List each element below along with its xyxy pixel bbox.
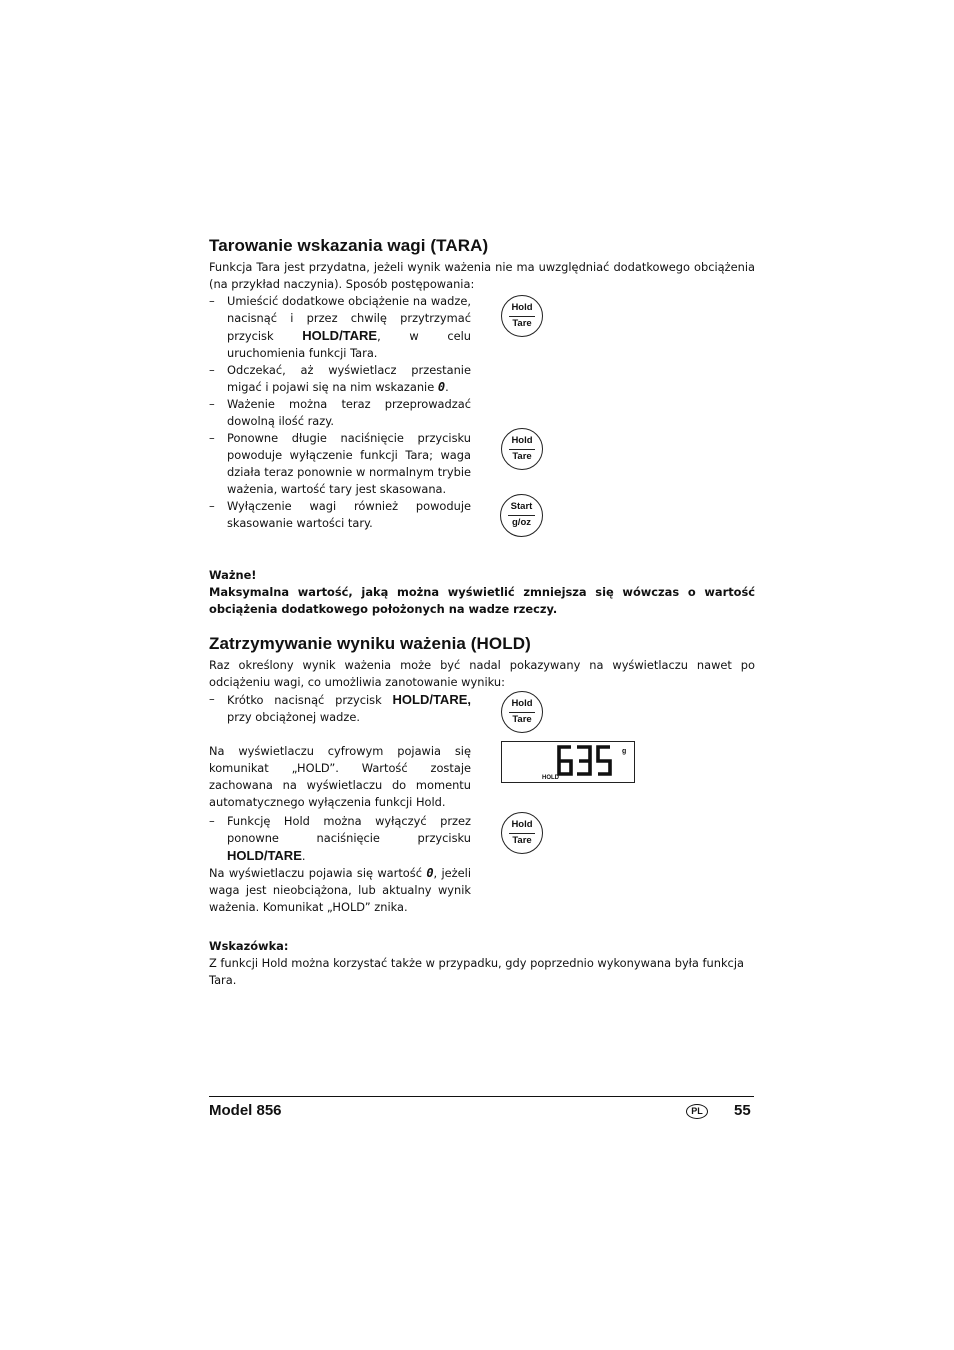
tip-label: Wskazówka:: [209, 939, 289, 953]
tara-step-2: – Odczekać, aż wyświetlacz przestanie migać i pojawi się na nim wskazanie 0.: [209, 362, 471, 396]
section-title-tara: Tarowanie wskazania wagi (TARA): [209, 236, 489, 255]
section-title-hold: Zatrzymywanie wyniku ważenia (HOLD): [209, 634, 531, 653]
tara-step-4: – Ponowne długie naciśnięcie przycisku powoduje wyłączenie funkcji Tara; waga działa teraz ponownie w normalnym trybie ważenia, wartość tary jest skasowana.: [209, 430, 471, 498]
hold-step-2: – Funkcję Hold można wyłączyć przez ponowne naciśnięcie przycisku HOLD/TARE.: [209, 813, 471, 865]
tara-step-1: – Umieścić dodatkowe obciążenie na wadze, nacisnąć i przez chwilę przytrzymać przycisk HOLD/TARE, w celu uruchomienia funkcji Tara.: [209, 293, 471, 362]
tara-step-3: – Ważenie można teraz przeprowadzać dowolną ilość razy.: [209, 396, 471, 430]
hold-intro: Raz określony wynik ważenia może być nadal pokazywany na wyświetlaczu nawet po odciążeniu wagi, co umożliwia zanotowanie wyniku:: [209, 658, 755, 689]
hold-tare-button-icon: Hold Tare: [501, 295, 543, 337]
hold-steps-block: [209, 691, 755, 916]
hold-tare-button-icon: Hold Tare: [501, 428, 543, 470]
footer-model: Model 856: [209, 1102, 282, 1119]
hold-steps-list: [209, 691, 471, 726]
tara-steps-block: [209, 293, 755, 532]
tara-steps-list: [209, 293, 471, 532]
language-badge: PL: [686, 1104, 708, 1119]
footer-divider: [209, 1096, 754, 1097]
page-number: 55: [734, 1102, 751, 1119]
hold-step-1: – Krótko nacisnąć przycisk HOLD/TARE, przy obciążonej wadze.: [209, 691, 471, 726]
hold-tare-key-label: HOLD/TARE,: [392, 692, 471, 707]
manual-page: [209, 236, 755, 989]
important-text: Maksymalna wartość, jaką można wyświetlić zmniejsza się wówczas o wartość obciążenia dodatkowego położonych na wadze rzeczy.: [209, 585, 755, 616]
lcd-digits: [554, 744, 620, 778]
important-label: Ważne!: [209, 568, 257, 582]
tip-text: Z funkcji Hold można korzystać także w przypadku, gdy poprzednio wykonywana była funkcja Tara.: [209, 956, 744, 987]
hold-tare-key-label: HOLD/TARE: [302, 328, 378, 343]
hold-tare-key-label: HOLD/TARE: [227, 848, 302, 863]
zero-display-glyph: 0: [437, 380, 446, 394]
lcd-display-icon: [501, 741, 635, 783]
lcd-unit: g: [622, 748, 627, 755]
tara-step-5: – Wyłączenie wagi również powoduje skasowanie wartości tary.: [209, 498, 471, 532]
hold-tare-button-icon: Hold Tare: [501, 691, 543, 733]
start-goz-button-icon: Start g/oz: [500, 494, 543, 537]
zero-display-glyph: 0: [426, 866, 434, 880]
lcd-hold-indicator: HOLD: [542, 775, 559, 781]
hold-release-paragraph: Na wyświetlaczu pojawia się wartość 0, jeżeli waga jest nieobciążona, lub aktualny wynik ważenia. Komunikat „HOLD” znika.: [209, 866, 472, 914]
hold-message-paragraph: Na wyświetlaczu cyfrowym pojawia się komunikat „HOLD”. Wartość zostaje zachowana na wyświetlaczu do momentu automatycznego wyłączenia funkcji Hold.: [209, 744, 471, 809]
tara-intro: Funkcja Tara jest przydatna, jeżeli wynik ważenia nie ma uwzględniać dodatkowego obciążenia (na przykład naczynia). Sposób postępowania:: [209, 260, 755, 291]
hold-tare-button-icon: Hold Tare: [501, 812, 543, 854]
hold-steps-list-2: [209, 813, 471, 865]
